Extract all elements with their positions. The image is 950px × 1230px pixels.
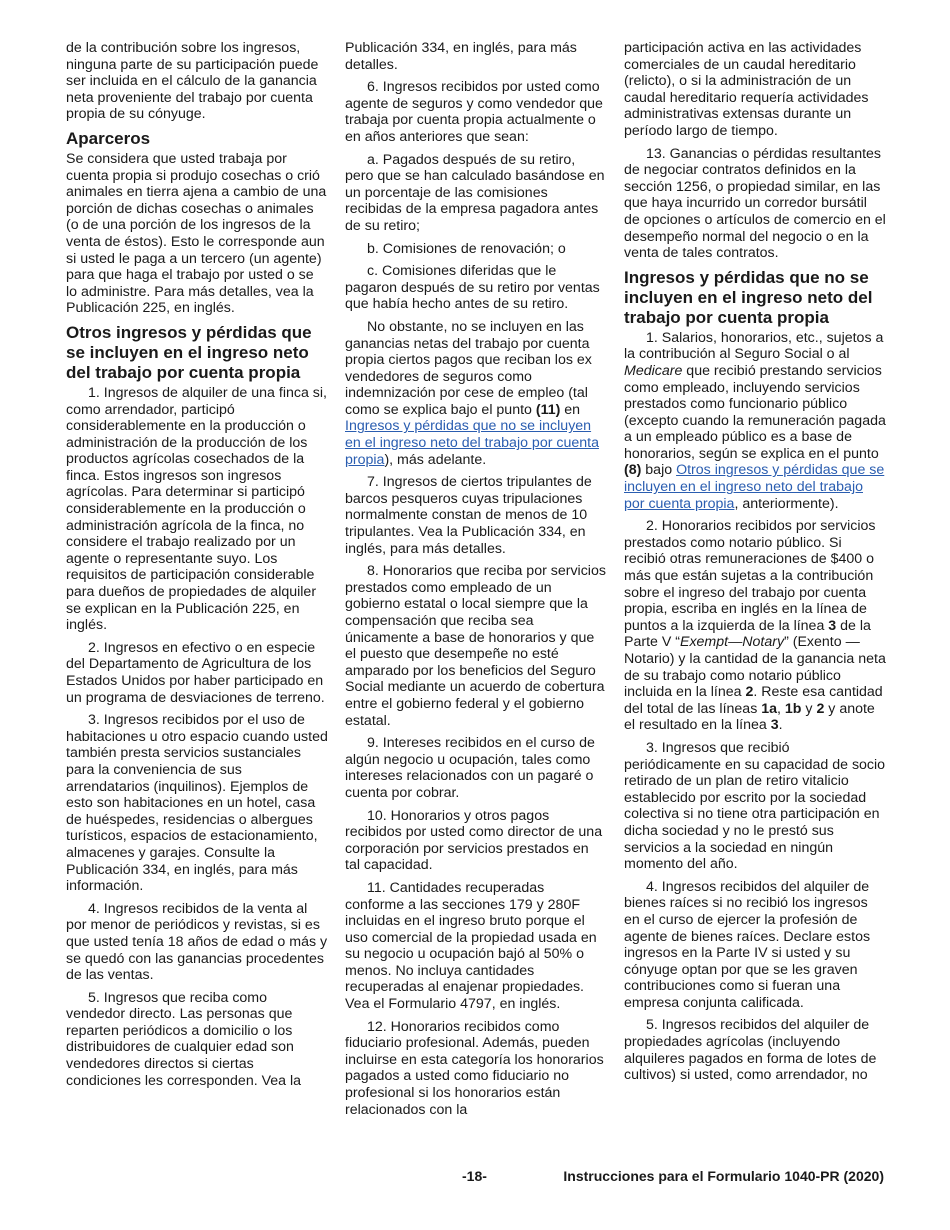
list-item: 5. Ingresos que reciba como vendedor directo. Las personas que reparten periódicos a domicilio o los distribuidores de cualquier edad son vendedores directos si ciertas condiciones les corresponden. Vea la bbox=[66, 989, 302, 1089]
paragraph-aparceros: Se considera que usted trabaja por cuenta propia si produjo cosechas o crió animales en tierra ajena a cambio de una porción de dichas cosechas o animales (o de una porción de los ingresos de la venta de éstos). Esto le corresponde aun si usted le paga a un tercero (un agente) para que haga el trabajo por usted o se lo administre. Para más detalles, vea la Publicación 225, en inglés. bbox=[66, 150, 327, 317]
list-item: 2. Honorarios recibidos por servicios prestados como notario público. Si recibió otras remuneraciones de $400 o más que están sujetas a la contribución sobre el ingreso del trabajo por cuenta propia, escriba en inglés en la línea de puntos a la izquierda de la línea 3 de la Parte V “Exempt—Notary” (Exento —Notario) y la cantidad de la ganancia neta de su trabajo como notario público incluida en la línea 2. Reste esa cantidad del total de las líneas 1a, 1b y 2 y anote el resultado en la línea 3. bbox=[624, 518, 886, 734]
heading-ingresos-no-incluidos: Ingresos y pérdidas que no se incluyen en el ingreso neto del trabajo por cuenta propia bbox=[624, 267, 873, 327]
column-2 bbox=[345, 40, 607, 1124]
list-item: 1. Salarios, honorarios, etc., sujetos a la contribución al Seguro Social o al Medicare que recibió prestando servicios como empleado, incluyendo servicios prestados como funcionario público (excepto cuando la remuneración pagada a un empleado público es a base de honorarios, según se explica en el punto (8) bajo Otros ingresos y pérdidas que se incluyen en el ingreso neto del trabajo por cuenta propia, anteriormente). bbox=[624, 329, 886, 512]
link-otros-ingresos[interactable]: Otros ingresos y pérdidas que se incluyen en el ingreso neto del trabajo por cuenta propia bbox=[624, 462, 885, 512]
list-item: 3. Ingresos que recibió periódicamente en su capacidad de socio retirado de un plan de retiro vitalicio establecido por escrito por la sociedad colectiva si no tiene otra participación en dicha sociedad y no le prestó sus servicios a la sociedad en ningún momento del año. bbox=[624, 739, 886, 873]
list-item: 12. Honorarios recibidos como fiduciario profesional. Además, pueden incluirse en esta categoría los honorarios pagados a usted como fiduciario no profesional si los honorarios están relacionados con la bbox=[345, 1018, 604, 1118]
paragraph-no-obstante: No obstante, no se incluyen en las ganancias netas del trabajo por cuenta propia ciertos pagos que reciban los ex vendedores de seguros como indemnización por cese de empleo (tal como se explica bajo el punto (11) en Ingresos y pérdidas que no se incluyen en el ingreso neto del trabajo por cuenta propia), más adelante. bbox=[345, 318, 599, 468]
list-item: 8. Honorarios que reciba por servicios prestados como empleado de un gobierno estatal o local siempre que la compensación que reciba sea únicamente a base de honorarios y que el puesto que desempeñe no esté amparado por los beneficios del Seguro Social mediante un acuerdo de cobertura entre el gobierno federal y el gobierno estatal. bbox=[345, 563, 606, 729]
link-ingresos-no-incluidos[interactable]: Ingresos y pérdidas que no se incluyen en el ingreso neto del trabajo por cuenta propia bbox=[345, 418, 599, 468]
list-item: 13. Ganancias o pérdidas resultantes de negociar contratos definidos en la sección 1256, o propiedad similar, en las que haya incurrido un corredor bursátil de opciones o artículos de comercio en el desempeño normal del negocio o en la venta de tales contratos. bbox=[624, 145, 886, 262]
column-1 bbox=[66, 40, 328, 1095]
list-item: 4. Ingresos recibidos del alquiler de bienes raíces si no recibió los ingresos en el curso de ejercer la profesión de agente de bienes raíces. Declare estos ingresos en la Parte IV si usted y su cónyuge optan por que se les graven contribuciones como si fueran una empresa conjunta calificada. bbox=[624, 878, 871, 1011]
list-item: 5. Ingresos recibidos del alquiler de propiedades agrícolas (incluyendo alquileres pagados en forma de lotes de cultivos) si usted, como arrendador, no bbox=[624, 1017, 877, 1084]
list-item: 6. Ingresos recibidos por usted como agente de seguros y como vendedor que trabaja por cuenta propia actualmente o en años anteriores que sean: bbox=[345, 79, 603, 145]
paragraph-continuation: de la contribución sobre los ingresos, ninguna parte de su participación puede ser incluida en el cálculo de la ganancia neta proveniente del trabajo por cuenta propia de su cónyuge. bbox=[66, 40, 319, 123]
list-subitem: c. Comisiones diferidas que le pagaron después de su retiro por ventas que había hecho antes de su retiro. bbox=[345, 263, 600, 313]
list-item: 4. Ingresos recibidos de la venta al por menor de periódicos y revistas, si es que usted tenía 18 años de edad o más y se quedó con las ganancias procedentes de las ventas. bbox=[66, 900, 328, 984]
list-item: 7. Ingresos de ciertos tripulantes de barcos pesqueros cuyas tripulaciones normalmente constan de menos de 10 tripulantes. Vea la Publicación 334, en inglés, para más detalles. bbox=[345, 474, 592, 557]
document-title: Instrucciones para el Formulario 1040-PR (2020) bbox=[563, 1168, 884, 1184]
paragraph-continuation: participación activa en las actividades comerciales de un caudal hereditario (relicto), o si la administración de un caudal hereditario requería actividades administrativas extensas durante un período largo de tiempo. bbox=[624, 40, 869, 139]
list-item: 9. Intereses recibidos en el curso de algún negocio u ocupación, tales como intereses relacionados con un pagaré o cuenta por cobrar. bbox=[345, 735, 595, 801]
page-number: -18- bbox=[462, 1168, 487, 1184]
list-subitem: b. Comisiones de renovación; o bbox=[367, 240, 566, 257]
list-subitem: a. Pagados después de su retiro, pero que se han calculado basándose en un porcentaje de las comisiones recibidas de la empresa pagadora antes de su retiro; bbox=[345, 151, 605, 234]
list-item: 3. Ingresos recibidos por el uso de habitaciones u otro espacio cuando usted también presta servicios sustanciales para la conveniencia de sus arrendatarios (inquilinos). Ejemplos de esto son habitaciones en un hotel, casa de huéspedes, residencias o albergues turísticos, espacios de estacionamiento, almacenes y garajes. Consulte la Publicación 334, en inglés, para más información. bbox=[66, 712, 328, 895]
heading-aparceros: Aparceros bbox=[66, 128, 151, 148]
paragraph-continuation: Publicación 334, en inglés, para más detalles. bbox=[345, 40, 577, 73]
list-item: 1. Ingresos de alquiler de una finca si, como arrendador, participó considerablemente en la producción o administración de la producción de los productos agrícolas cosechados de la finca. Estos ingresos son ingresos agrícolas. Para determinar si participó considerablemente en la producción o administración agrícola de la finca, no considere el trabajo realizado por un agente o representante suyo. Los requisitos de participación considerable para dueños de propiedades de alquiler se explican en la Publicación 225, en inglés. bbox=[66, 384, 327, 634]
heading-otros-ingresos: Otros ingresos y pérdidas que se incluyen en el ingreso neto del trabajo por cuenta propia bbox=[66, 322, 312, 382]
list-item: 2. Ingresos en efectivo o en especie del Departamento de Agricultura de los Estados Unidos por haber participado en un programa de desviaciones de terreno. bbox=[66, 639, 325, 706]
list-item: 11. Cantidades recuperadas conforme a las secciones 179 y 280F incluidas en el ingreso bruto porque el uso comercial de la propiedad usada en su negocio u ocupación bajó al 50% o menos. No incluya cantidades recuperadas al enajenar propiedades. Vea el Formulario 4797, en inglés. bbox=[345, 879, 597, 1013]
column-3 bbox=[624, 40, 886, 1090]
list-item: 10. Honorarios y otros pagos recibidos por usted como director de una corporación por servicios prestados en tal capacidad. bbox=[345, 807, 603, 874]
